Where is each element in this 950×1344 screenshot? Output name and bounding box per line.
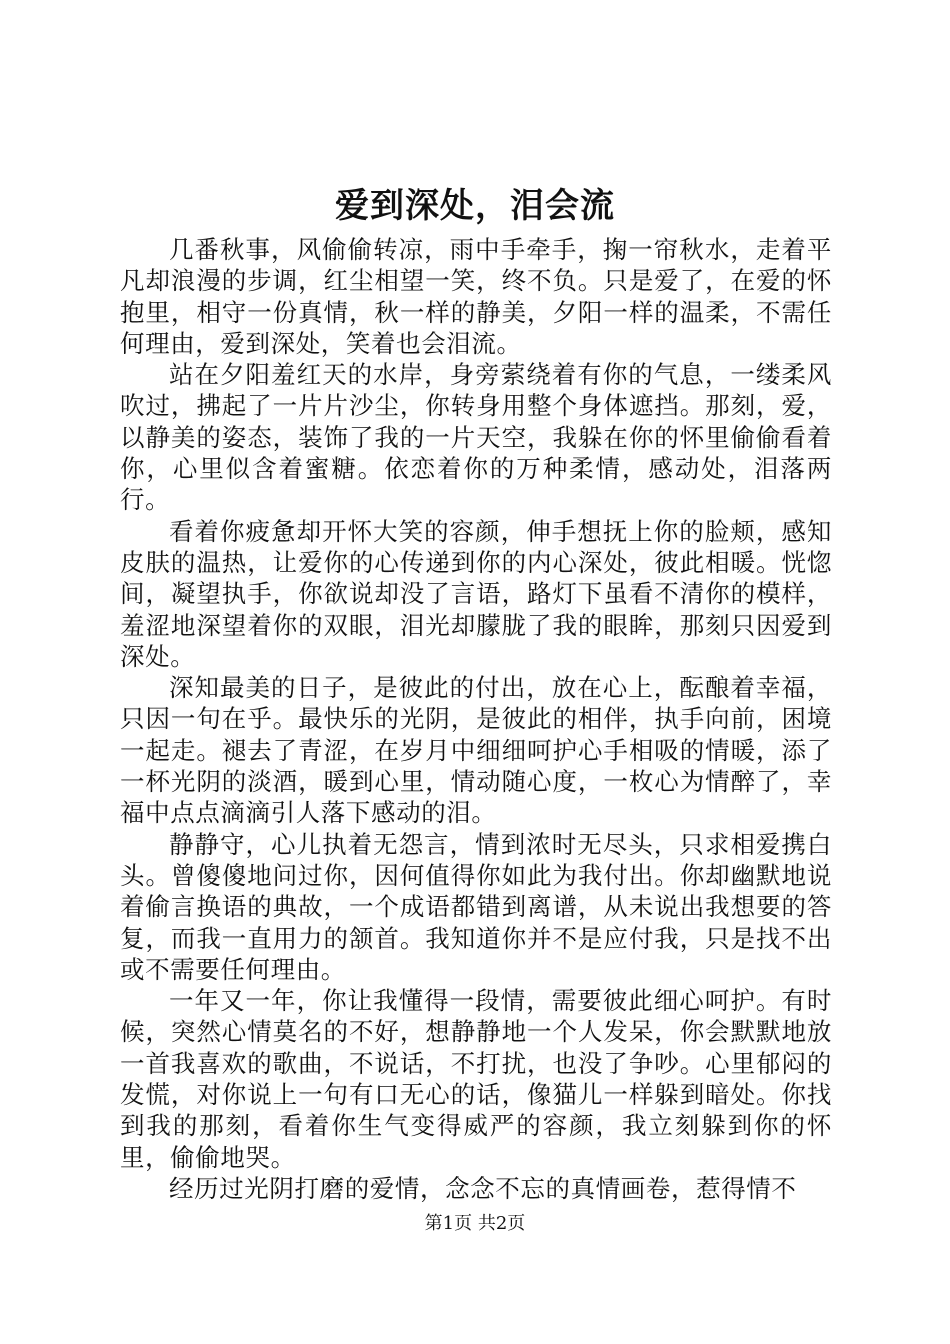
- paragraph-7: 经历过光阴打磨的爱情，念念不忘的真情画卷，惹得情不: [169, 1173, 797, 1203]
- paragraph-4: 深知最美的日子，是彼此的付出，放在心上，酝酿着幸福，只因一句在乎。最快乐的光阴，是彼此的相伴，执手向前，困境一起走。褪去了青涩，在岁月中细细呵护心手相吸的情暖，添了一杯光阴的淡酒，暖到心里，情动随心度，一枚心为情醉了，幸福中点点滴滴引人落下感动的泪。: [120, 673, 832, 828]
- paragraph-3: 看着你疲惫却开怀大笑的容颜，伸手想抚上你的脸颊，感知皮肤的温热，让爱你的心传递到你的内心深处，彼此相暖。恍惚间，凝望执手，你欲说却没了言语，路灯下虽看不清你的模样，羞涩地深望着你的双眼，泪光却朦胧了我的眼眸，那刻只因爱到深处。: [120, 516, 832, 671]
- paragraph-5: 静静守，心儿执着无怨言，情到浓时无尽头，只求相爱携白头。曾傻傻地问过你，因何值得你如此为我付出。你却幽默地说着偷言换语的典故，一个成语都错到离谱，从未说出我想要的答复，而我一直用力的颔首。我知道你并不是应付我，只是找不出或不需要任何理由。: [120, 829, 832, 984]
- document-body: [120, 234, 832, 1204]
- page-footer: 第1页 共2页: [424, 1213, 526, 1234]
- paragraph-1: 几番秋事，风偷偷转凉，雨中手牵手，掬一帘秋水，走着平凡却浪漫的步调，红尘相望一笑，终不负。只是爱了，在爱的怀抱里，相守一份真情，秋一样的静美，夕阳一样的温柔，不需任何理由，爱到深处，笑着也会泪流。: [120, 235, 832, 358]
- document-title: 爱到深处，泪会流: [335, 186, 615, 226]
- paragraph-6: 一年又一年，你让我懂得一段情，需要彼此细心呵护。有时候，突然心情莫名的不好，想静静地一个人发呆，你会默默地放一首我喜欢的歌曲，不说话，不打扰，也没了争吵。心里郁闷的发慌，对你说上一句有口无心的话，像猫儿一样躲到暗处。你找到我的那刻，看着你生气变得威严的容颜，我立刻躲到你的怀里，偷偷地哭。: [120, 986, 832, 1172]
- paragraph-2: 站在夕阳羞红天的水岸，身旁萦绕着有你的气息，一缕柔风吹过，拂起了一片片沙尘，你转身用整个身体遮挡。那刻，爱，以静美的姿态，装饰了我的一片天空，我躲在你的怀里偷偷看着你，心里似含着蜜糖。依恋着你的万种柔情，感动处，泪落两行。: [120, 360, 832, 515]
